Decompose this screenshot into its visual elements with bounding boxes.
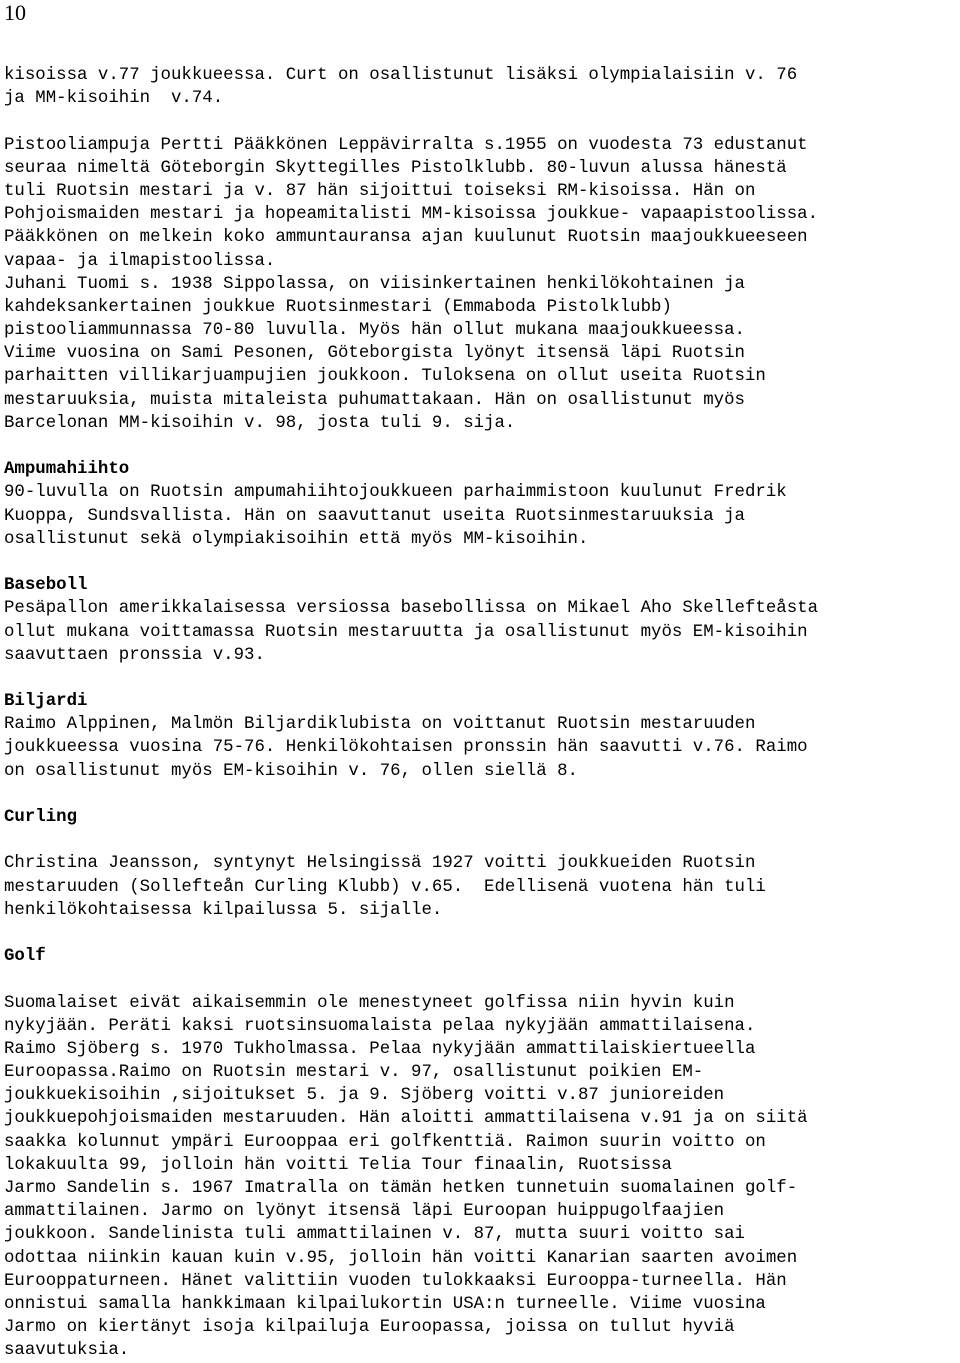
section-heading: Ampumahiihto [4, 460, 130, 480]
text-line: henkilökohtaisessa kilpailussa 5. sijalle. [4, 900, 443, 920]
page-number: 10 [4, 0, 26, 25]
text-line: kahdeksankertainen joukkue Ruotsinmestari (Emmaboda Pistolklubb) [4, 297, 672, 317]
text-line: saavuttaen pronssia v.93. [4, 645, 265, 665]
section-heading: Baseboll [4, 576, 88, 596]
text-line: osallistunut sekä olympiakisoihin että myös MM-kisoihin. [4, 529, 589, 549]
text-line: ammattilainen. Jarmo on lyönyt itsensä läpi Euroopan huippugolfaajien [4, 1202, 725, 1222]
text-line: Viime vuosina on Sami Pesonen, Göteborgista lyönyt itsensä läpi Ruotsin [4, 344, 745, 364]
text-line: joukkoon. Sandelinista tuli ammattilainen v. 87, mutta suuri voitto sai [4, 1225, 745, 1245]
text-line: kisoissa v.77 joukkueessa. Curt on osallistunut lisäksi olympialaisiin v. 76 [4, 66, 798, 85]
text-line: mestaruuden (Sollefteån Curling Klubb) v.65. Edellisenä vuotena hän tuli [4, 877, 766, 897]
text-line: Raimo Sjöberg s. 1970 Tukholmassa. Pelaa nykyjään ammattilaiskiertueella [4, 1039, 756, 1059]
text-line: Christina Jeansson, syntynyt Helsingissä 1927 voitti joukkueiden Ruotsin [4, 854, 756, 874]
text-line: Juhani Tuomi s. 1938 Sippolassa, on viisinkertainen henkilökohtainen ja [4, 274, 745, 294]
text-line: onnistui samalla hankkimaan kilpailukortin USA:n turneelle. Viime vuosina [4, 1294, 766, 1314]
text-line: lokakuulta 99, jolloin hän voitti Telia Tour finaalin, Ruotsissa [4, 1155, 672, 1175]
text-line: Pesäpallon amerikkalaisessa versiossa basebollissa on Mikael Aho Skellefteåsta [4, 599, 819, 619]
text-line: ollut mukana voittamassa Ruotsin mestaruutta ja osallistunut myös EM-kisoihin [4, 622, 808, 642]
text-line: mestaruuksia, muista mitaleista puhumattakaan. Hän on osallistunut myös [4, 390, 745, 410]
text-line: tuli Ruotsin mestari ja v. 87 hän sijoittui toiseksi RM-kisoissa. Hän on [4, 181, 756, 201]
section-heading: Biljardi [4, 692, 88, 712]
text-line: ja MM-kisoihin v.74. [4, 89, 224, 109]
blank-line [4, 551, 960, 574]
text-line: nykyjään. Peräti kaksi ruotsinsuomalaista pelaa nykyjään ammattilaisena. [4, 1016, 756, 1036]
text-line: Pääkkönen on melkein koko ammuntauransa ajan kuulunut Ruotsin maajoukkueeseen [4, 228, 808, 248]
text-line: Pohjoismaiden mestari ja hopeamitalisti MM-kisoissa joukkue- vapaapistoolissa. [4, 205, 819, 225]
text-line: Eurooppaturneen. Hänet valittiin vuoden tulokkaaksi Eurooppa-turneella. Hän [4, 1271, 787, 1291]
text-line: Suomalaiset eivät aikaisemmin ole menestyneet golfissa niin hyvin kuin [4, 993, 735, 1013]
text-line: Raimo Alppinen, Malmön Biljardiklubista on voittanut Ruotsin mestaruuden [4, 715, 756, 735]
blank-line [4, 667, 960, 690]
text-line: seuraa nimeltä Göteborgin Skyttegilles Pistolklubb. 80-luvun alussa hänestä [4, 158, 787, 178]
text-line: Barcelonan MM-kisoihin v. 98, josta tuli 9. sija. [4, 413, 516, 433]
text-line: Pistooliampuja Pertti Pääkkönen Leppävirralta s.1955 on vuodesta 73 edustanut [4, 135, 808, 155]
text-line: Kuoppa, Sundsvallista. Hän on saavuttanut useita Ruotsinmestaruuksia ja [4, 506, 745, 526]
text-line: pistooliammunnassa 70-80 luvulla. Myös hän ollut mukana maajoukkueessa. [4, 321, 745, 341]
text-line: Euroopassa.Raimo on Ruotsin mestari v. 97, osallistunut poikien EM- [4, 1063, 704, 1083]
blank-line [4, 968, 960, 991]
text-line: on osallistunut myös EM-kisoihin v. 76, ollen siellä 8. [4, 761, 578, 781]
section-heading: Curling [4, 808, 78, 827]
blank-line [4, 435, 960, 458]
text-line: odottaa niinkin kauan kuin v.95, jolloin hän voitti Kanarian saarten avoimen [4, 1248, 798, 1268]
text-line: Jarmo Sandelin s. 1967 Imatralla on tämän hetken tunnetuin suomalainen golf- [4, 1179, 798, 1198]
text-line: vapaa- ja ilmapistoolissa. [4, 251, 276, 271]
blank-line [4, 829, 960, 852]
blank-line [4, 922, 960, 945]
blank-line [4, 783, 960, 806]
text-line: saavutuksia. [4, 1341, 130, 1361]
blank-line [4, 110, 960, 133]
text-line: parhaitten villikarjuampujien joukkoon. Tuloksena on ollut useita Ruotsin [4, 367, 766, 387]
text-line: joukkueessa vuosina 75-76. Henkilökohtaisen pronssin hän saavutti v.76. Raimo [4, 738, 808, 758]
section-heading: Golf [4, 947, 46, 967]
text-line: saakka kolunnut ympäri Eurooppaa eri golfkenttiä. Raimon suurin voitto on [4, 1132, 766, 1152]
document-body [4, 64, 960, 1363]
text-line: joukkuepohjoismaiden mestaruuden. Hän aloitti ammattilaisena v.91 ja on siitä [4, 1109, 808, 1129]
text-line: joukkuekisoihin ,sijoitukset 5. ja 9. Sjöberg voitti v.87 junioreiden [4, 1086, 725, 1106]
text-line: 90-luvulla on Ruotsin ampumahiihtojoukkueen parhaimmistoon kuulunut Fredrik [4, 483, 787, 503]
text-line: Jarmo on kiertänyt isoja kilpailuja Euroopassa, joissa on tullut hyviä [4, 1318, 735, 1338]
